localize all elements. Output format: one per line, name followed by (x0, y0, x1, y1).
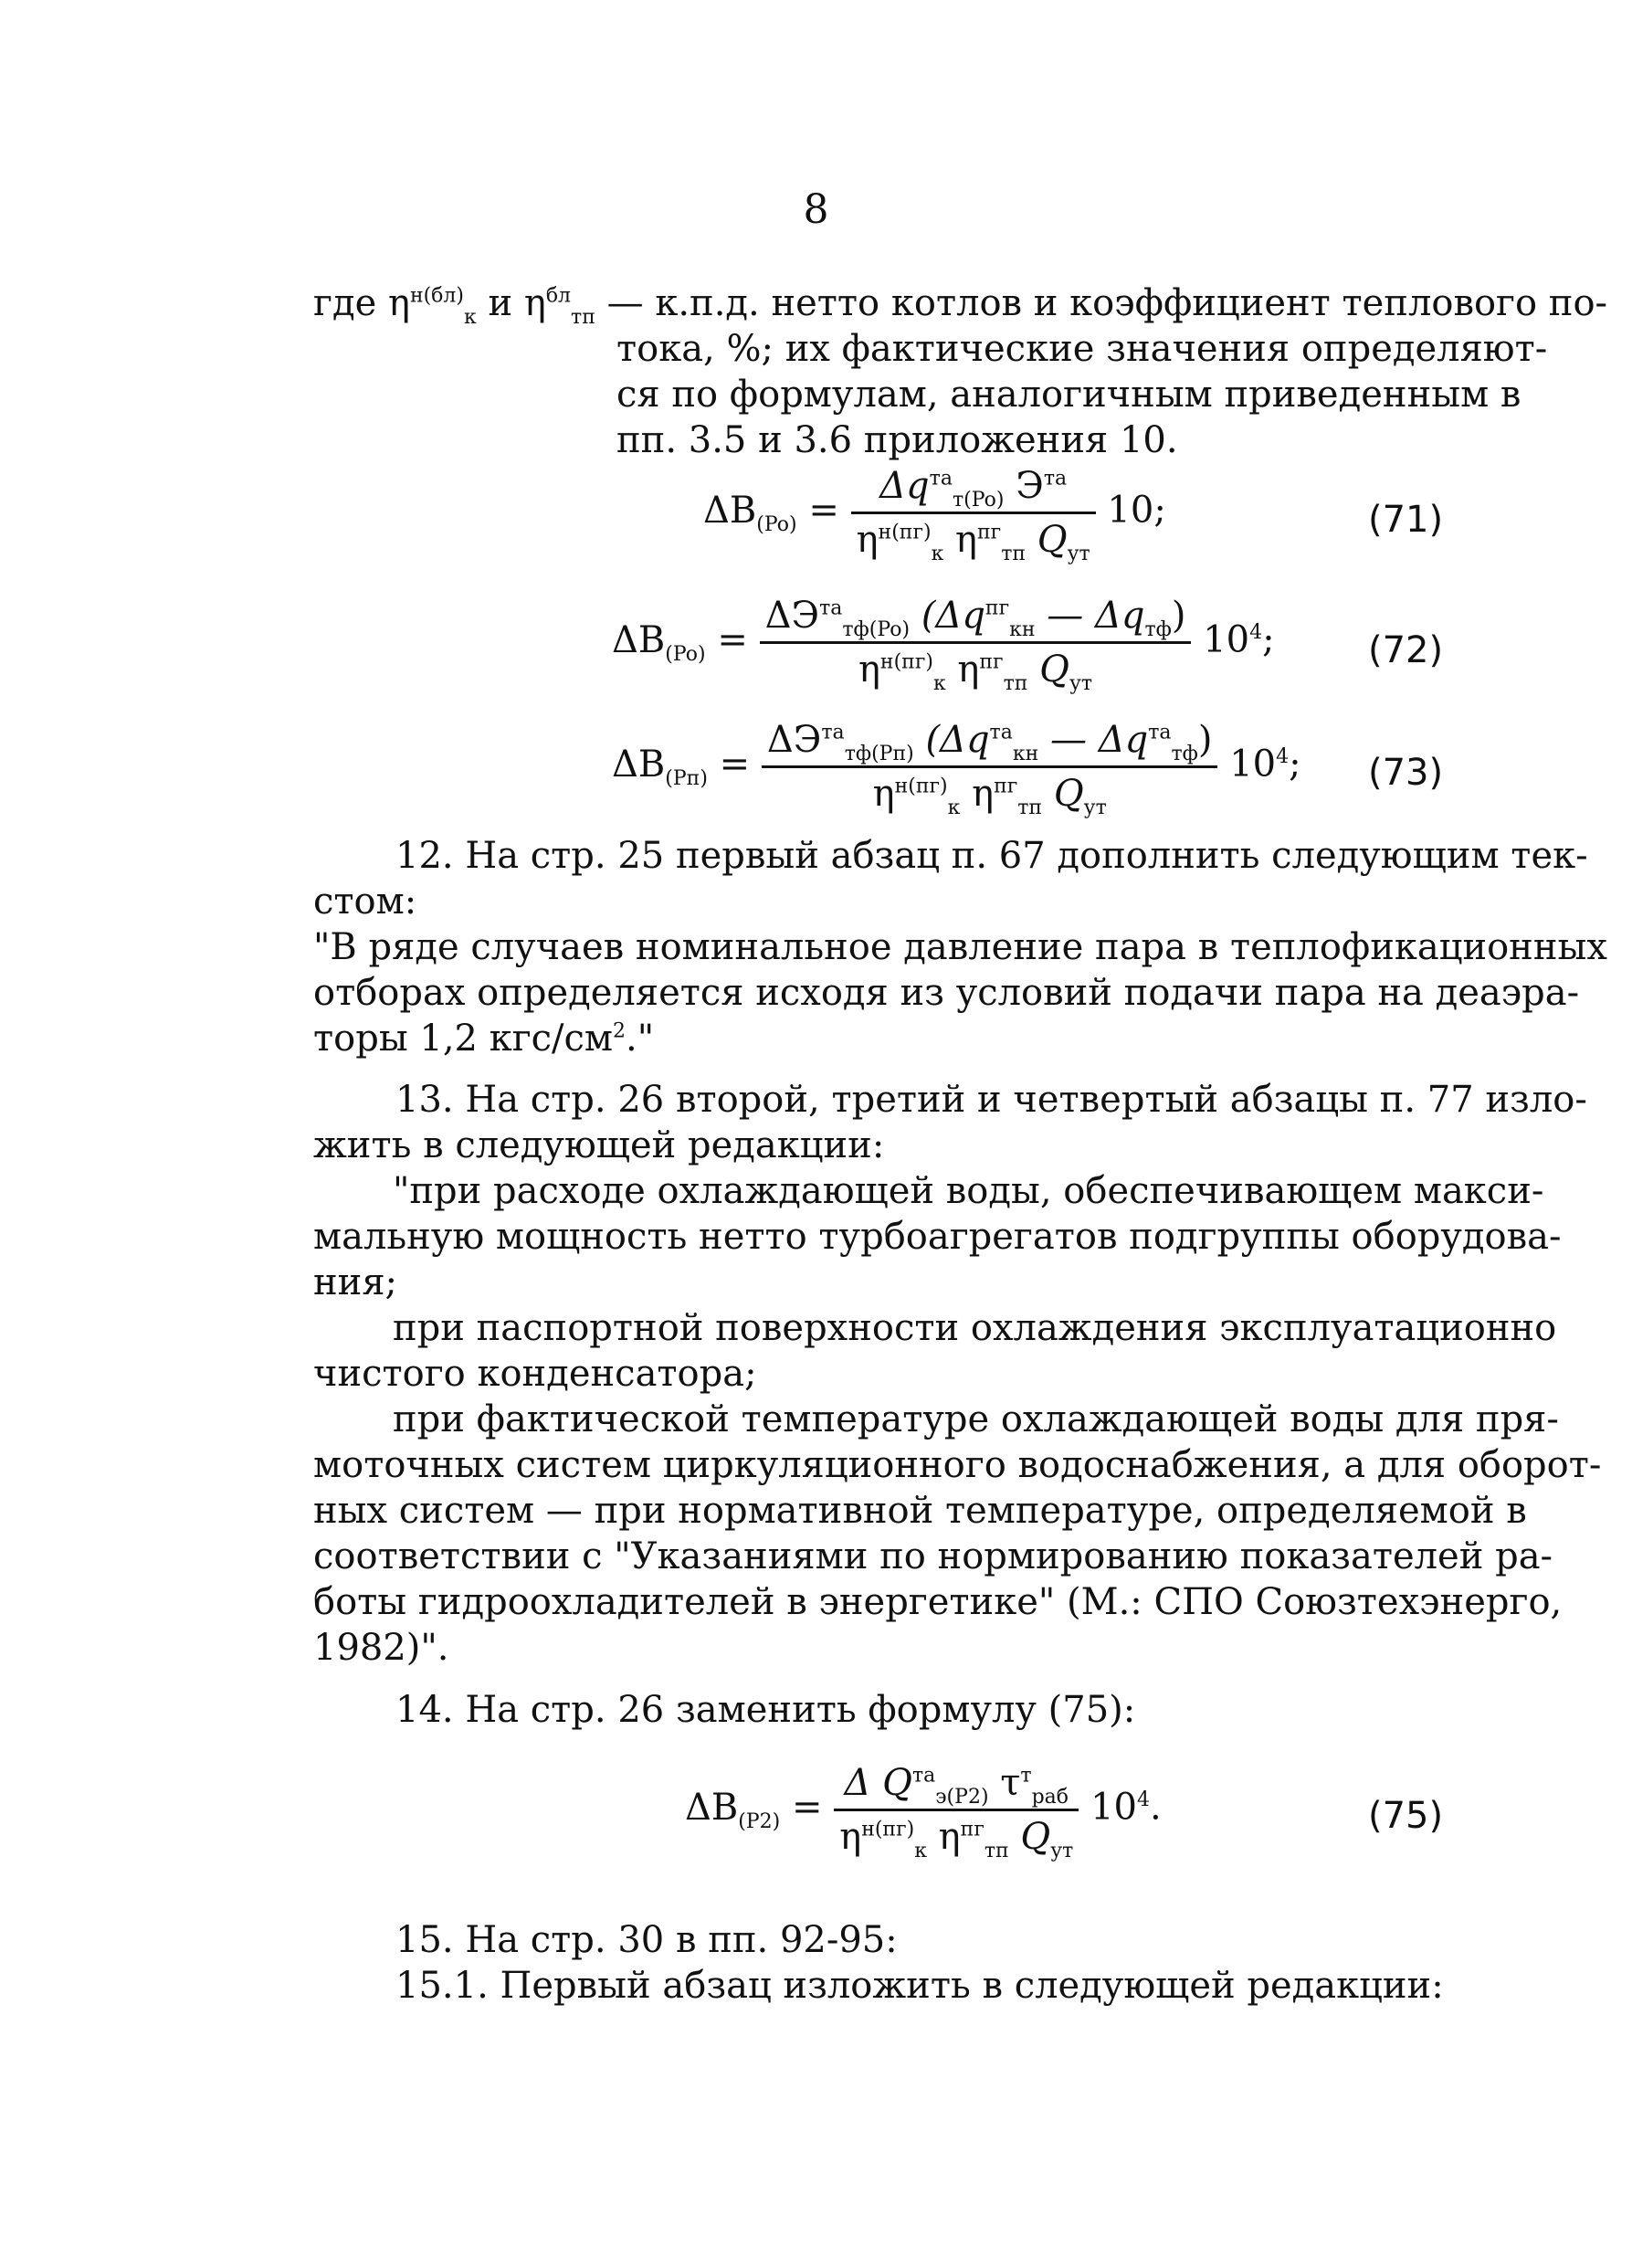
formula-71-lhs-symbol: ΔB (703, 489, 757, 532)
formula-73-num-a: ΔЭ (766, 719, 822, 761)
formula-72-num-a-sub-index: o (890, 618, 902, 641)
formula-72-den-b: η (945, 649, 980, 691)
formula-75-num-a-sub-end: ) (980, 1786, 989, 1809)
formula-75-den-a-sub: к (914, 1840, 927, 1862)
formula-75-lhs-sub: (P (738, 1809, 760, 1833)
formula-72-lhs (612, 618, 706, 666)
intro-line-1 (313, 281, 1608, 329)
formula-72-den-c: Q (1027, 649, 1069, 691)
formula-72-tail: 10 (1203, 618, 1250, 661)
item-13-line-2: жить в следующей редакции: (313, 1124, 885, 1166)
formula-71-fraction (851, 464, 1096, 565)
formula-75-numerator (834, 1761, 1079, 1809)
formula-73-num-a-sub-index: п (892, 743, 907, 765)
formula-73-lhs-sub-index: п (686, 766, 700, 790)
formula-75-lhs-sub-index: 2 (759, 1809, 773, 1833)
formula-72-lhs-sub-index: o (685, 642, 699, 666)
formula-73-num-a-sub-end: ) (906, 743, 914, 765)
intro-lead-sup2: бл (545, 284, 572, 308)
item-13-line-4: мальную мощность нетто турбоагрегатов подгруппы оборудова- (313, 1216, 1562, 1258)
formula-73-num-a-sub: тф(P (844, 743, 893, 765)
page-number: 8 (803, 186, 829, 233)
formula-75-tail-end: . (1149, 1786, 1162, 1829)
formula-73-fraction (762, 718, 1218, 819)
formula-72-num-c-sub: тф (1144, 618, 1172, 641)
intro-lead: где η (313, 282, 410, 324)
formula-71-tail: 10; (1107, 489, 1166, 532)
formula-72-den-b-sup: пг (979, 650, 1004, 674)
formula-72-num-a-sup: та (819, 596, 843, 620)
formula-73-den-b-sub: тп (1017, 796, 1043, 819)
formula-72-num-c-end: ) (1171, 595, 1186, 637)
formula-75-lhs-sub-end: ) (772, 1809, 781, 1833)
formula-72-number: (72) (1368, 629, 1444, 671)
intro-lead-sub2: тп (571, 306, 595, 329)
formula-72-num-a: ΔЭ (764, 595, 820, 637)
formula-71-num-a-sup: та (929, 467, 953, 491)
formula-73-num-c-sub: тф (1171, 743, 1198, 765)
formula-72-den-a-sub: к (932, 672, 946, 695)
formula-73-num-b: (Δq (913, 719, 990, 761)
formula-73-lhs-sub-end: ) (700, 766, 708, 790)
item-13-line-13: 1982)". (313, 1627, 449, 1669)
formula-73 (612, 718, 1301, 819)
formula-72-num-b-sup: пг (984, 596, 1010, 620)
formula-73-tail-sup: 4 (1276, 745, 1290, 769)
formula-75-equals: = (791, 1786, 835, 1829)
formula-73-den-a-sub: к (947, 796, 961, 819)
formula-73-denominator (762, 765, 1218, 819)
formula-73-den-a-sup: н(пг) (894, 775, 948, 798)
formula-71-lhs-sub-end: ) (789, 512, 797, 536)
item-13-line-3: "при расходе охлаждающей воды, обеспечивающем макси- (393, 1170, 1544, 1212)
formula-72-den-c-sub: ут (1069, 672, 1093, 695)
formula-75-lhs-symbol: ΔB (685, 1786, 739, 1829)
formula-75-denominator (834, 1809, 1079, 1862)
formula-71-equals: = (808, 489, 851, 532)
formula-75-den-b-sub: тп (984, 1840, 1009, 1862)
intro-lead-sup1: н(бл) (409, 284, 464, 308)
item-13-line-1: 13. На стр. 26 второй, третий и четвертый абзацы п. 77 изло- (395, 1079, 1587, 1121)
item-12-line-5 (313, 1017, 654, 1060)
intro-line-2: тока, %; их фактические значения определяют- (616, 328, 1548, 370)
formula-72-num-b: (Δq (910, 595, 985, 637)
formula-73-den-c-sub: ут (1083, 796, 1107, 819)
item-15-line-2: 15.1. Первый абзац изложить в следующей редакции: (395, 1965, 1444, 2007)
formula-75-den-c: Q (1008, 1816, 1051, 1858)
formula-72-num-c: — Δq (1035, 595, 1145, 637)
formula-73-num-c-end: ) (1197, 719, 1213, 761)
formula-71-num-b-sup: та (1043, 467, 1068, 491)
item-12-line-5-text: торы 1,2 кгс/см (313, 1018, 614, 1060)
item-12-line-3: "В ряде случаев номинальное давление пара в теплофикационных (313, 926, 1607, 968)
formula-72-num-a-sub: тф(P (842, 618, 890, 641)
intro-lead-mid: и η (476, 282, 546, 324)
item-13-line-5: ния; (313, 1261, 398, 1303)
formula-73-equals: = (719, 743, 762, 786)
formula-73-tail: 10 (1229, 743, 1277, 786)
formula-73-lhs (612, 743, 708, 790)
item-12-line-1: 12. На стр. 25 первый абзац п. 67 дополнить следующим тек- (395, 835, 1588, 877)
formula-75-den-c-sub: ут (1050, 1840, 1074, 1862)
formula-75-den-b-sup: пг (960, 1818, 984, 1841)
formula-71-numerator (851, 464, 1096, 512)
item-15-line-1: 15. На стр. 30 в пп. 92-95: (395, 1919, 898, 1961)
formula-75-fraction (834, 1761, 1079, 1862)
formula-73-num-c: — Δq (1038, 719, 1149, 761)
formula-73-tail-end: ; (1289, 743, 1301, 786)
formula-75-lhs (685, 1786, 781, 1833)
intro-line-4: пп. 3.5 и 3.6 приложения 10. (616, 419, 1178, 461)
formula-75-den-a: η (839, 1816, 862, 1858)
formula-75-num-a-sub-index: 2 (967, 1786, 981, 1809)
formula-71-denominator (851, 512, 1096, 565)
formula-75-num-b: τ (988, 1762, 1021, 1804)
item-13-line-11: соответствии с "Указаниями по нормированию показателей ра- (313, 1535, 1553, 1577)
formula-73-numerator (762, 718, 1218, 765)
formula-75-tail-sup: 4 (1136, 1788, 1150, 1812)
formula-73-number: (73) (1368, 752, 1444, 794)
formula-75-num-a: Δ Q (844, 1762, 912, 1804)
formula-73-lhs-sub: (P (665, 766, 687, 790)
formula-72-tail-end: ; (1262, 618, 1275, 661)
formula-71-den-c: Q (1026, 519, 1068, 561)
formula-72-den-a-sup: н(пг) (879, 650, 933, 674)
formula-72-equals: = (717, 618, 760, 661)
item-12-line-2: стом: (313, 881, 417, 923)
item-13-line-8: при фактической температуре охлаждающей воды для пря- (393, 1398, 1559, 1440)
formula-75-number: (75) (1368, 1795, 1444, 1837)
formula-72-fraction (760, 594, 1192, 695)
formula-71-den-b-sub: тп (1001, 543, 1027, 565)
formula-72-lhs-sub-end: ) (698, 642, 706, 666)
formula-72-numerator (760, 594, 1192, 641)
formula-72-num-b-sub: кн (1009, 618, 1036, 641)
item-14-line-1: 14. На стр. 26 заменить формулу (75): (395, 1689, 1136, 1731)
item-12-line-5-sup: 2 (613, 1019, 626, 1043)
item-13-line-9: моточных систем циркуляционного водоснабжения, а для оборот- (313, 1444, 1602, 1486)
intro-line-1-rest: — к.п.д. нетто котлов и коэффициент теплового по- (595, 282, 1608, 324)
item-12-line-5-end: ." (626, 1018, 655, 1060)
formula-71-num-a: Δq (879, 465, 930, 507)
intro-lead-sub1: к (464, 306, 477, 329)
item-12-line-4: отборах определяется исходя из условий подачи пара на деаэра- (313, 972, 1580, 1014)
item-13-line-10: ных систем — при нормативной температуре, определяемой в (313, 1490, 1527, 1532)
formula-73-num-a-sup: та (821, 721, 845, 744)
formula-71-num-a-sub-end: ) (995, 489, 1005, 512)
formula-75-num-b-sup: т (1020, 1764, 1032, 1788)
formula-71-den-a: η (856, 519, 879, 561)
formula-72-tail-sup: 4 (1249, 621, 1263, 645)
formula-75-den-b: η (926, 1816, 961, 1858)
formula-72-den-b-sub: тп (1003, 672, 1028, 695)
formula-75 (685, 1761, 1162, 1862)
formula-71-lhs-sub: (P (756, 512, 777, 536)
formula-72-lhs-symbol: ΔB (612, 618, 666, 661)
formula-72-lhs-sub: (P (665, 642, 686, 666)
formula-73-lhs-symbol: ΔB (612, 743, 666, 786)
intro-line-3: ся по формулам, аналогичным приведенным в (616, 374, 1521, 416)
formula-71-den-b-sup: пг (977, 521, 1002, 544)
formula-73-den-b: η (960, 773, 995, 815)
formula-73-num-b-sub: кн (1012, 743, 1039, 765)
item-13-line-6: при паспортной поверхности охлаждения эксплуатационно (393, 1307, 1557, 1349)
formula-73-den-a: η (872, 773, 895, 815)
formula-71 (703, 464, 1166, 565)
formula-72-den-a: η (858, 649, 880, 691)
formula-72-num-a-sub-end: ) (901, 618, 911, 641)
formula-71-number: (71) (1368, 499, 1444, 541)
formula-71-num-a-sub: т(P (952, 489, 984, 512)
formula-71-den-a-sub: к (931, 543, 944, 565)
formula-73-num-b-sup: та (989, 721, 1013, 744)
formula-71-lhs (703, 489, 797, 536)
formula-75-num-a-sub: э(P (935, 1786, 968, 1809)
formula-72-denominator (760, 641, 1192, 695)
formula-75-den-a-sup: н(пг) (861, 1818, 915, 1841)
formula-73-den-b-sup: пг (994, 775, 1018, 798)
formula-73-den-c: Q (1042, 773, 1084, 815)
formula-71-den-a-sup: н(пг) (878, 521, 932, 544)
formula-71-num-a-sub-index: o (984, 489, 996, 512)
formula-75-num-a-sup: та (911, 1764, 936, 1788)
item-13-line-7: чистого конденсатора; (313, 1353, 757, 1395)
formula-75-tail: 10 (1090, 1786, 1137, 1829)
formula-73-num-c-sup: та (1148, 721, 1172, 744)
formula-75-num-b-sub: раб (1031, 1786, 1069, 1809)
item-13-line-12: боты гидроохладителей в энергетике" (М.: СПО Союзтехэнерго, (313, 1581, 1563, 1623)
formula-71-lhs-sub-index: o (776, 512, 790, 536)
formula-71-den-b: η (943, 519, 978, 561)
formula-72 (612, 594, 1275, 695)
formula-71-den-c-sub: ут (1067, 543, 1090, 565)
formula-71-num-b: Э (1004, 465, 1044, 507)
